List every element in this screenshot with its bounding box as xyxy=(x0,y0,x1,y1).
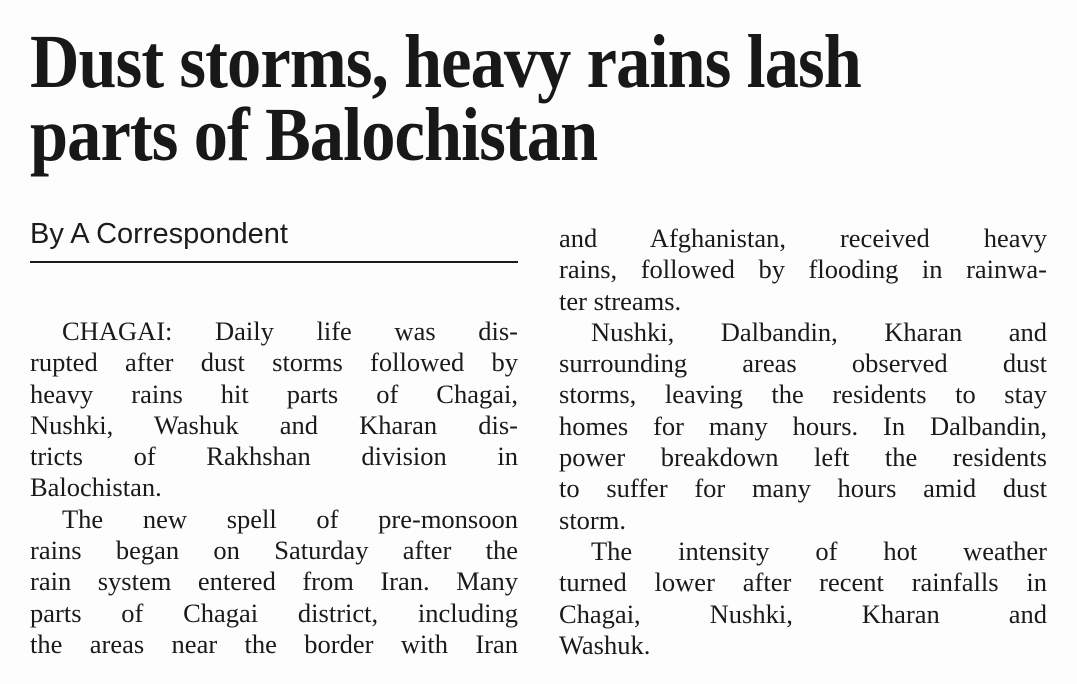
article-line: The new spell of pre-monsoon xyxy=(62,503,518,534)
paragraph xyxy=(30,316,518,504)
article-line: the areas near the border with Iran xyxy=(30,628,518,659)
article-line: ter streams. xyxy=(559,285,682,316)
article-line: turned lower after recent rainfalls in xyxy=(559,567,1047,598)
paragraph xyxy=(559,536,1047,661)
article-line: and Afghanistan, received heavy xyxy=(559,223,1047,253)
article-line: rupted after dust storms followed by xyxy=(30,347,518,378)
article-line: power breakdown left the residents xyxy=(559,442,1047,473)
article-line: parts of Chagai district, including xyxy=(30,597,518,628)
article-line: tricts of Rakhshan division in xyxy=(30,441,518,472)
article-line: surrounding areas observed dust xyxy=(559,348,1047,379)
byline-body-gap xyxy=(30,263,518,316)
headline-line-2: parts of Balochistan xyxy=(30,93,598,177)
article-line: rains began on Saturday after the xyxy=(30,535,518,566)
column-right-text xyxy=(559,223,1047,661)
article-line: rain system entered from Iran. Many xyxy=(30,566,518,597)
paragraph xyxy=(559,223,1047,317)
article-line: Nushki, Dalbandin, Kharan and xyxy=(591,316,1047,347)
article-line: Balochistan. xyxy=(30,472,162,503)
column-left xyxy=(30,219,518,661)
column-left-text xyxy=(30,316,518,660)
article-line: storm. xyxy=(559,504,626,535)
article-line: to suffer for many hours amid dust xyxy=(559,473,1047,504)
article-line: Washuk. xyxy=(559,629,651,660)
article-line: Nushki, Washuk and Kharan dis- xyxy=(30,409,518,440)
headline-line-1: Dust storms, heavy rains lash xyxy=(30,20,861,104)
article-line: homes for many hours. In Dalbandin, xyxy=(559,410,1047,441)
article-line: CHAGAI: Daily life was dis- xyxy=(62,316,518,346)
paragraph xyxy=(30,504,518,660)
paragraph xyxy=(559,317,1047,536)
article-headline xyxy=(30,20,1047,177)
article-line: The intensity of hot weather xyxy=(591,535,1047,566)
byline: By A Correspondent xyxy=(30,218,288,250)
article-line: Chagai, Nushki, Kharan and xyxy=(559,598,1047,629)
article-line: storms, leaving the residents to stay xyxy=(559,379,1047,410)
article-line: rains, followed by flooding in rainwa- xyxy=(559,254,1047,285)
column-right xyxy=(559,219,1047,661)
article-body xyxy=(30,219,1047,661)
article-line: heavy rains hit parts of Chagai, xyxy=(30,378,518,409)
